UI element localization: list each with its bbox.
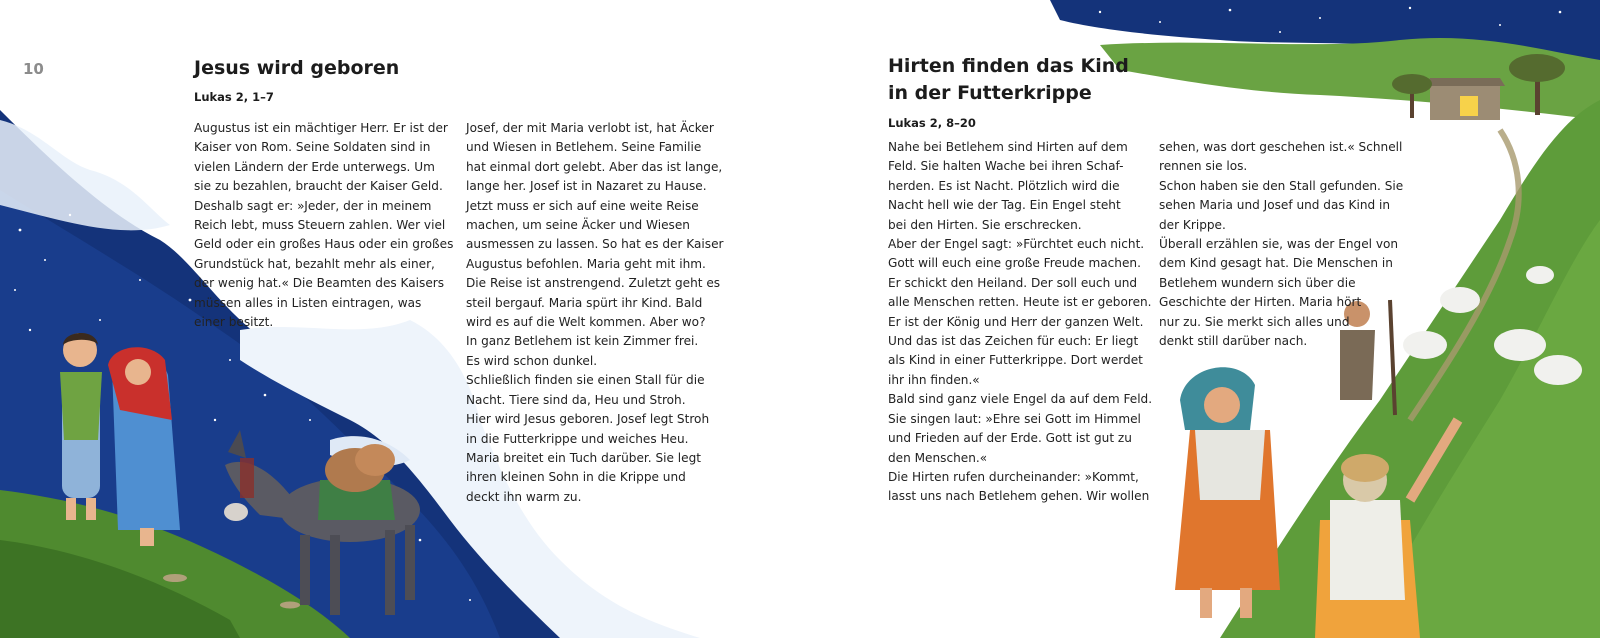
- text-line: Bald sind ganz viele Engel da auf dem Feld.: [888, 392, 1153, 407]
- text-line: wird es auf die Welt kommen. Aber wo?: [466, 315, 706, 330]
- text-line: Augustus befohlen. Maria geht mit ihm.: [466, 256, 706, 271]
- right-page: [800, 0, 1600, 638]
- text-column-2: [1159, 138, 1409, 351]
- text-line: Feld. Sie halten Wache bei ihren Schaf-: [888, 159, 1124, 174]
- text-line: Betlehem wundern sich über die: [1159, 275, 1356, 290]
- text-column-2: [466, 119, 724, 507]
- text-line: Die Reise ist anstrengend. Zuletzt geht es: [466, 276, 721, 291]
- text-line: Josef, der mit Maria verlobt ist, hat Äcker: [466, 121, 714, 135]
- text-column-1: [888, 138, 1153, 507]
- text-line: lange her. Josef ist in Nazaret zu Hause.: [466, 179, 707, 194]
- text-line: rennen sie los.: [1159, 159, 1248, 174]
- text-line: in die Futterkrippe und weiches Heu.: [466, 431, 689, 446]
- text-line: Augustus ist ein mächtiger Herr. Er ist der: [194, 121, 448, 135]
- text-line: Er ist der König und Herr der ganzen Welt.: [888, 314, 1144, 329]
- text-line: ihr ihn finden.«: [888, 372, 980, 387]
- scripture-reference: Lukas 2, 8–20: [888, 116, 976, 130]
- text-line: Geld oder ein großes Haus oder ein großes: [194, 237, 454, 252]
- text-line: als Kind in einer Futterkrippe. Dort werdet: [888, 353, 1143, 368]
- text-line: Schon haben sie den Stall gefunden. Sie: [1159, 178, 1404, 193]
- text-line: Sie singen laut: »Ehre sei Gott im Himmel: [888, 411, 1141, 426]
- story-title: Jesus wird geboren: [194, 57, 400, 79]
- text-line: vielen Ländern der Erde unterwegs. Um: [194, 159, 435, 174]
- text-line: Deshalb sagt er: »Jeder, der in meinem: [194, 198, 432, 213]
- text-line: Hier wird Jesus geboren. Josef legt Stroh: [466, 412, 710, 427]
- title-line: in der Futterkrippe: [888, 82, 1092, 104]
- text-line: sehen Maria und Josef und das Kind in: [1159, 198, 1391, 213]
- text-line: machen, um seine Äcker und Wiesen: [466, 218, 690, 233]
- text-line: Aber der Engel sagt: »Fürchtet euch nicht.: [888, 237, 1145, 252]
- text-line: müssen alles in Listen eintragen, was: [194, 295, 422, 310]
- text-line: deckt ihn warm zu.: [466, 489, 582, 504]
- text-line: In ganz Betlehem ist kein Zimmer frei.: [466, 334, 699, 349]
- stable: [1425, 78, 1505, 120]
- text-line: dem Kind gesagt hat. Die Menschen in: [1159, 256, 1393, 271]
- text-line: lasst uns nach Betlehem gehen. Wir wollen: [888, 489, 1150, 504]
- text-line: denkt still darüber nach.: [1159, 334, 1308, 349]
- text-column-1: [194, 119, 454, 332]
- text-line: Jetzt muss er sich auf eine weite Reise: [466, 198, 699, 213]
- text-line: Es wird schon dunkel.: [466, 353, 598, 368]
- scripture-reference: Lukas 2, 1–7: [194, 90, 274, 104]
- page-number: 10: [23, 60, 44, 78]
- text-line: ausmessen zu lassen. So hat es der Kaiser: [466, 237, 724, 252]
- text-line: Nacht hell wie der Tag. Ein Engel steht: [888, 198, 1121, 213]
- text-line: und Frieden auf der Erde. Gott ist gut zu: [888, 431, 1132, 446]
- text-line: Grundstück hat, bezahlt mehr als einer,: [194, 256, 435, 271]
- text-line: Kaiser von Rom. Seine Soldaten sind in: [194, 140, 431, 155]
- text-line: Und das ist das Zeichen für euch: Er liegt: [888, 334, 1139, 349]
- text-line: steil bergauf. Maria spürt ihr Kind. Bald: [466, 295, 703, 310]
- text-line: Gott will euch eine große Freude machen.: [888, 256, 1141, 271]
- text-line: bei den Hirten. Sie erschrecken.: [888, 217, 1082, 232]
- text-line: der Krippe.: [1159, 217, 1226, 232]
- text-line: der wenig hat.« Die Beamten des Kaisers: [194, 276, 445, 291]
- text-line: Geschichte der Hirten. Maria hört: [1159, 295, 1362, 310]
- text-line: Die Hirten rufen durcheinander: »Kommt,: [888, 469, 1139, 484]
- text-line: und Wiesen in Betlehem. Seine Familie: [466, 140, 702, 155]
- text-line: hat einmal dort gelebt. Aber das ist lange,: [466, 159, 723, 174]
- text-line: ihren kleinen Sohn in die Krippe und: [466, 470, 686, 485]
- text-line: den Menschen.«: [888, 450, 988, 465]
- text-line: Maria breitet ein Tuch darüber. Sie legt: [466, 450, 701, 465]
- text-line: Nahe bei Betlehem sind Hirten auf dem: [888, 140, 1128, 154]
- text-line: Schließlich finden sie einen Stall für die: [466, 373, 705, 388]
- story-title: [888, 53, 1129, 107]
- text-line: sehen, was dort geschehen ist.« Schnell: [1159, 140, 1403, 154]
- text-line: Überall erzählen sie, was der Engel von: [1159, 237, 1399, 252]
- text-line: sie zu bezahlen, braucht der Kaiser Geld.: [194, 179, 443, 194]
- text-line: Nacht. Tiere sind da, Heu und Stroh.: [466, 392, 686, 407]
- text-line: nur zu. Sie merkt sich alles und: [1159, 314, 1350, 329]
- text-line: Reich lebt, muss Steuern zahlen. Wer viel: [194, 218, 446, 233]
- text-line: Er schickt den Heiland. Der soll euch und: [888, 275, 1138, 290]
- text-line: einer besitzt.: [194, 315, 274, 330]
- text-line: alle Menschen retten. Heute ist er geboren.: [888, 295, 1152, 310]
- title-line: Hirten finden das Kind: [888, 55, 1129, 77]
- text-line: herden. Es ist Nacht. Plötzlich wird die: [888, 178, 1120, 193]
- shepherd-girl: [1175, 367, 1280, 618]
